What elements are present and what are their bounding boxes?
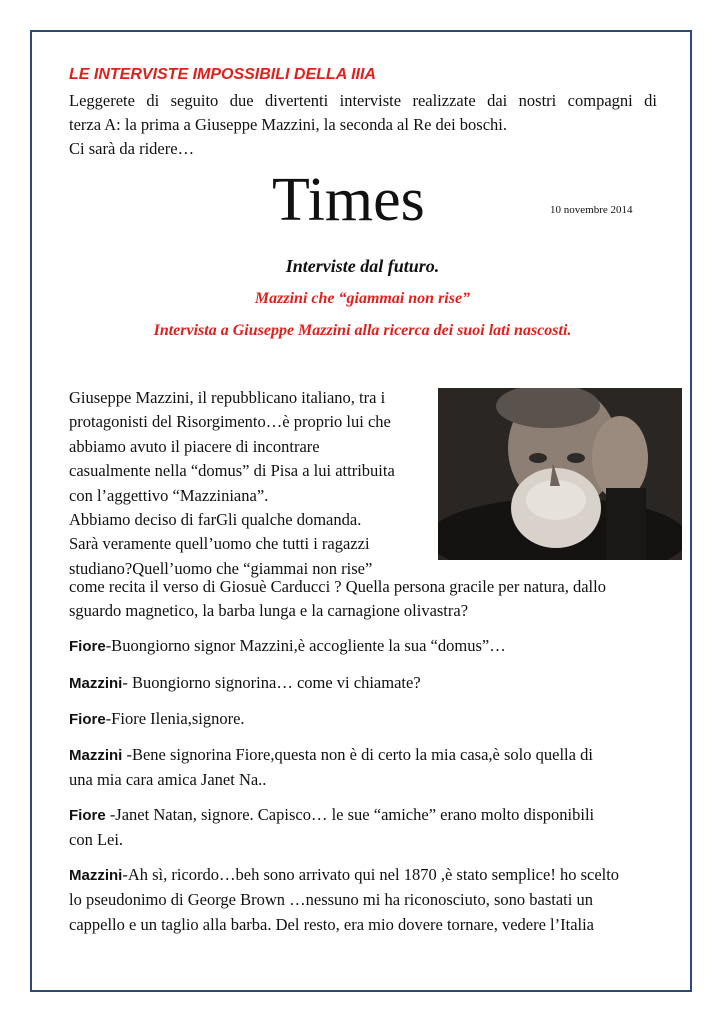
article-lead-continued [69, 575, 669, 624]
article-deck: Intervista a Giuseppe Mazzini alla ricerca dei suoi lati nascosti. [153, 322, 572, 339]
lead-line: con l’aggettivo “Mazziniana”. [69, 485, 269, 505]
intro-paragraph [69, 89, 657, 161]
dialogue-text: -Janet Natan, signore. Capisco… le sue “amiche” erano molto disponibili [105, 805, 595, 824]
lead-line: Giuseppe Mazzini, il repubblicano italiano, tra i [69, 388, 386, 407]
speaker-name: Fiore [69, 638, 106, 655]
speaker-name: Mazzini [69, 867, 123, 884]
lead-line: sguardo magnetico, la barba lunga e la carnagione olivastra? [69, 601, 469, 621]
lead-line: come recita il verso di Giosuè Carducci ? Quella persona gracile per natura, dallo [69, 577, 606, 596]
speaker-name: Mazzini [69, 747, 123, 764]
dialogue-turn [69, 863, 669, 937]
dialogue-turn [69, 634, 669, 659]
dialogue-turn [69, 671, 669, 696]
dialogue-text: -Ah sì, ricordo…beh sono arrivato qui nel 1870 ,è stato semplice! ho scelto [122, 865, 620, 884]
issue-date: 10 novembre 2014 [550, 204, 633, 216]
dialogue-text: cappello e un taglio alla barba. Del resto, era mio dovere tornare, vedere l’Italia [69, 914, 595, 934]
intro-line: Ci sarà da ridere… [69, 139, 195, 158]
dialogue-turn [69, 803, 669, 853]
intro-line: terza A: la prima a Giuseppe Mazzini, la seconda al Re dei boschi. [69, 115, 508, 134]
dialogue-text: -Fiore Ilenia,signore. [105, 709, 245, 728]
article-headline: Mazzini che “giammai non rise” [254, 290, 471, 307]
speaker-name: Fiore [69, 807, 106, 824]
intro-line: Leggerete di seguito due divertenti interviste realizzate dai nostri compagni di [69, 91, 657, 110]
lead-line: Sarà veramente quell’uomo che tutti i ragazzi [69, 534, 370, 554]
dialogue-turn [69, 707, 669, 732]
dialogue-text: con Lei. [69, 830, 124, 850]
dialogue-text: -Buongiorno signor Mazzini,è accogliente la sua “domus”… [105, 636, 506, 655]
article-subtitle: Interviste dal futuro. [285, 256, 440, 276]
dialogue-text: - Buongiorno signorina… come vi chiamate? [122, 673, 421, 692]
lead-line: casualmente nella “domus” di Pisa a lui attribuita [69, 461, 395, 481]
dialogue-text: -Bene signorina Fiore,questa non è di certo la mia casa,è solo quella di [122, 745, 593, 764]
lead-line: protagonisti del Risorgimento…è proprio lui che [69, 412, 391, 432]
speaker-name: Fiore [69, 711, 106, 728]
section-heading: LE INTERVISTE IMPOSSIBILI DELLA IIIA [69, 66, 376, 83]
lead-line: abbiamo avuto il piacere di incontrare [69, 436, 320, 456]
article-lead [69, 386, 429, 581]
dialogue-turn [69, 743, 669, 793]
dialogue-text: una mia cara amica Janet Na.. [69, 770, 267, 790]
newspaper-title: Times [272, 166, 425, 234]
lead-line: studiano?Quell’uomo che “giammai non rise” [69, 558, 373, 578]
speaker-name: Mazzini [69, 675, 123, 692]
mazzini-portrait [438, 388, 682, 560]
dialogue-text: lo pseudonimo di George Brown …nessuno mi ha riconosciuto, sono bastati un [69, 890, 593, 910]
lead-line: Abbiamo deciso di farGli qualche domanda. [69, 510, 362, 530]
